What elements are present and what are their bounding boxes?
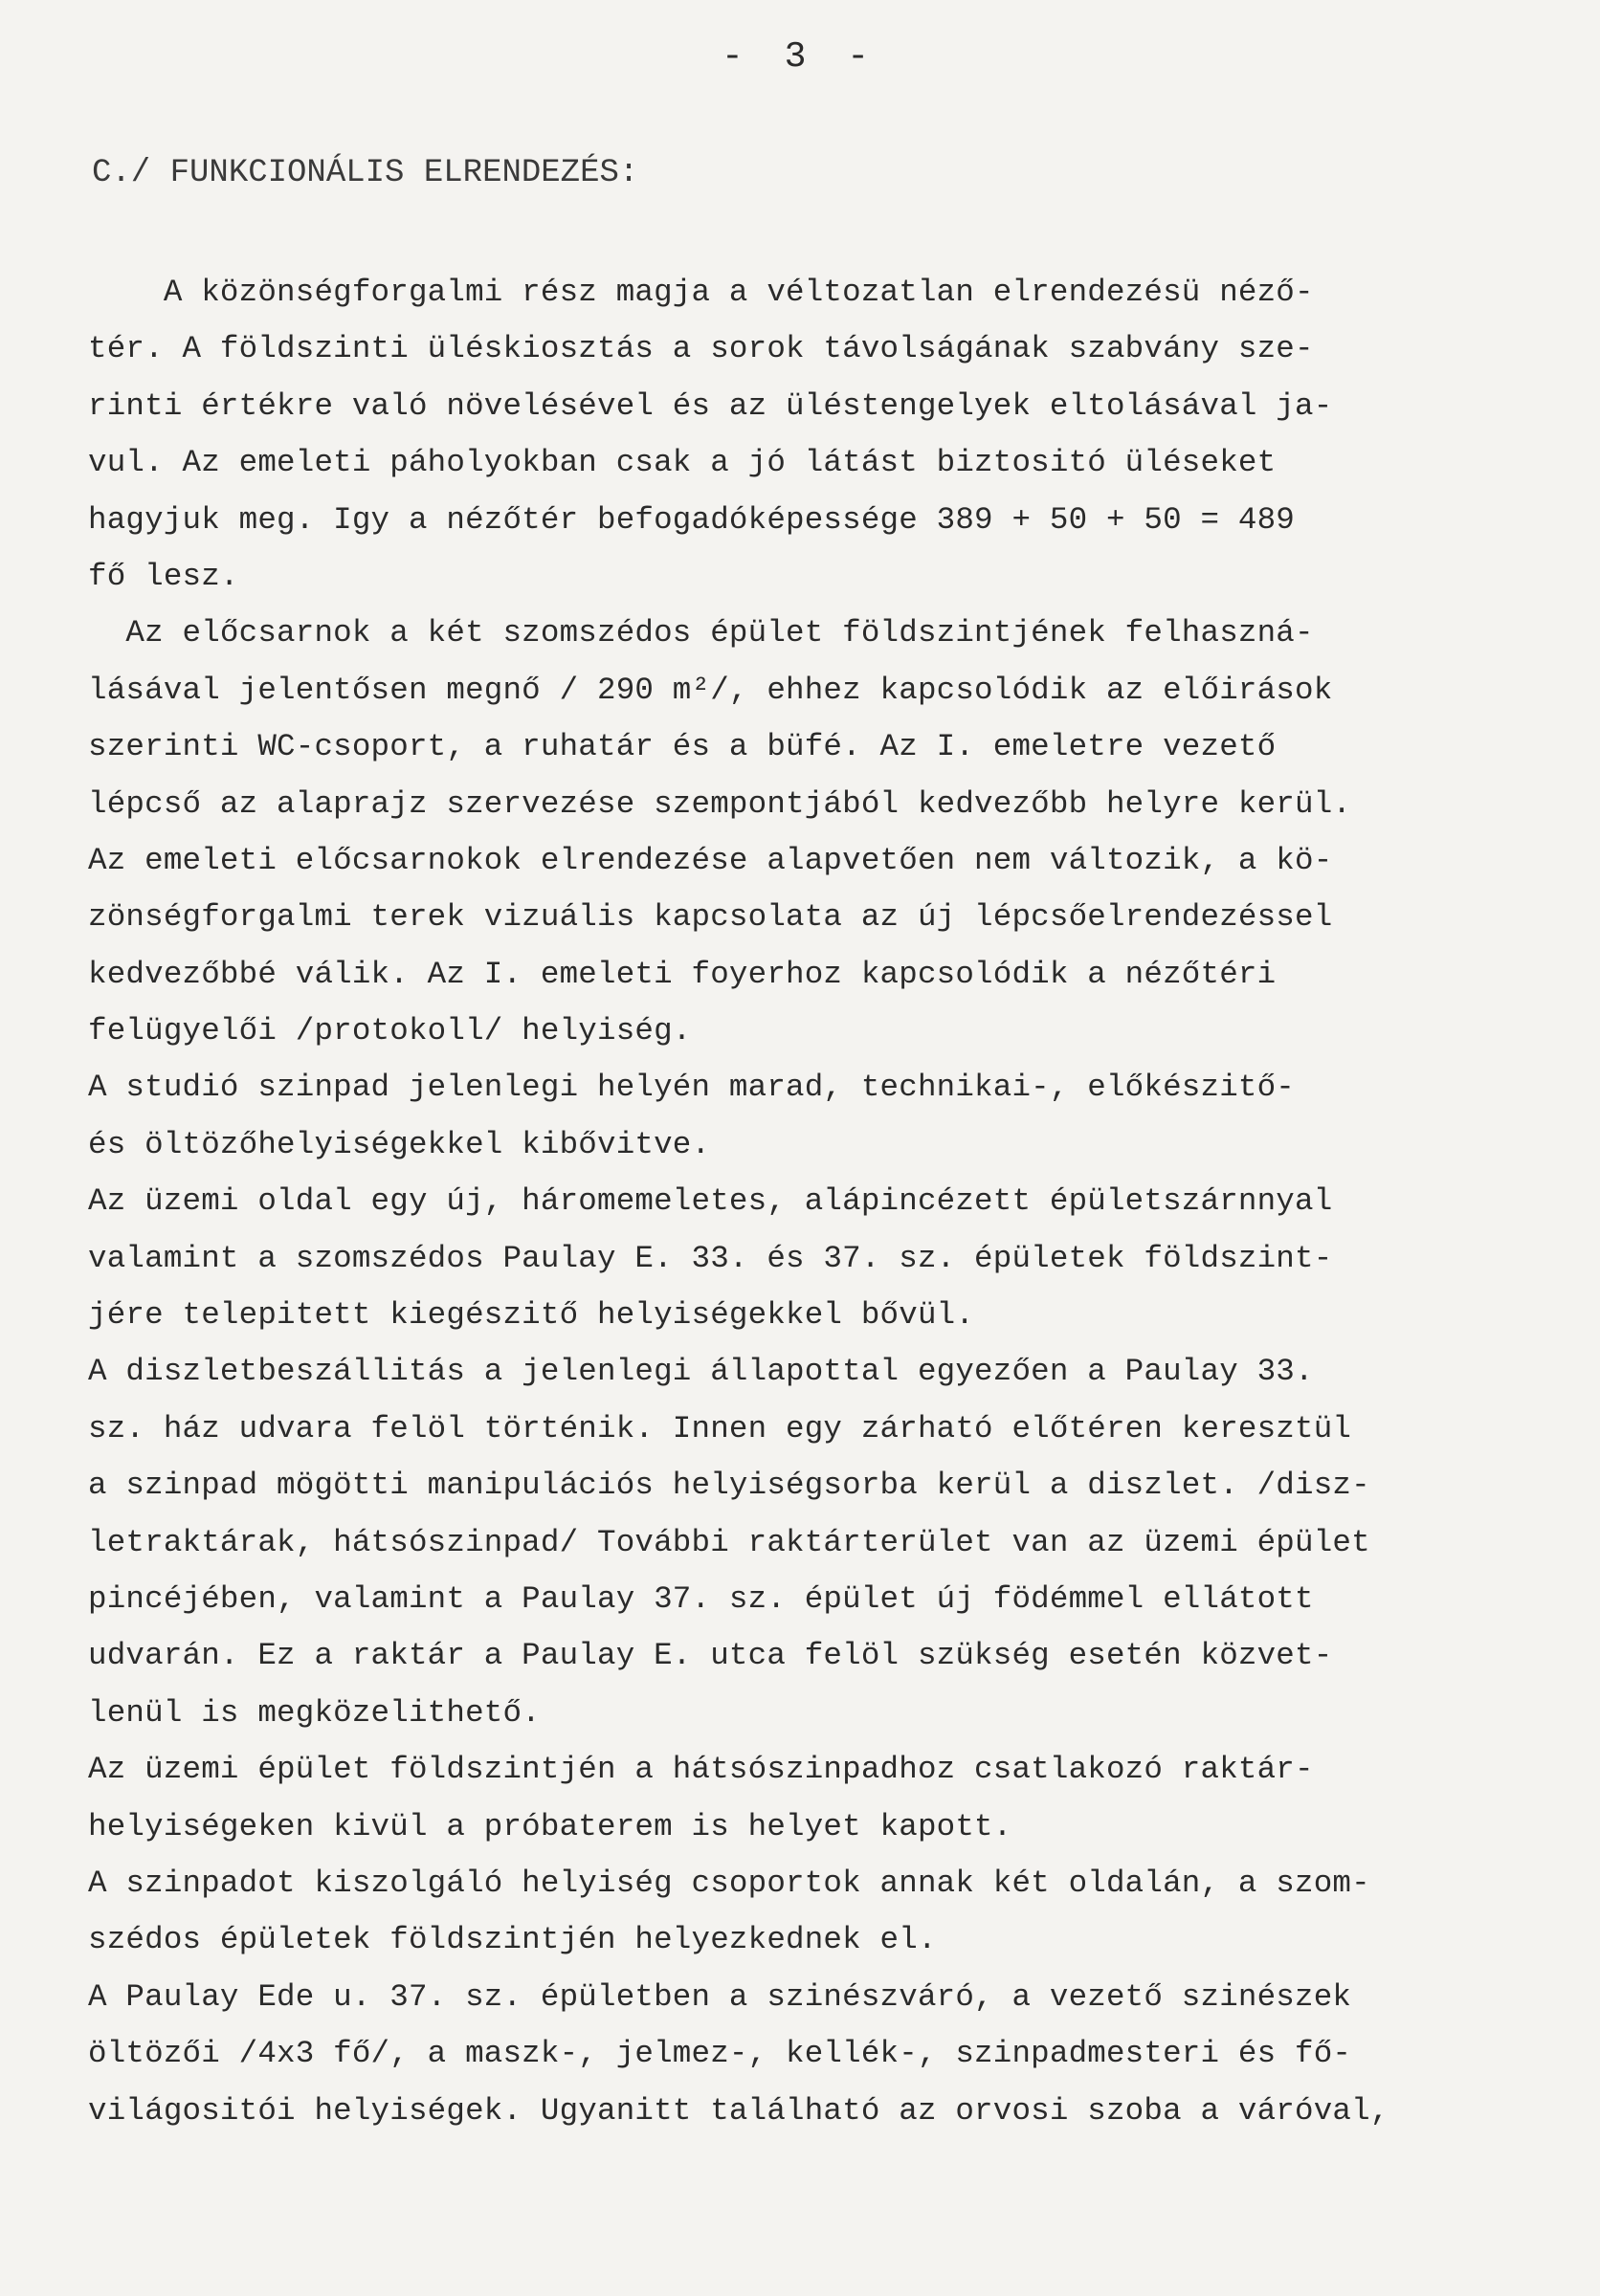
- body-text: [88, 264, 1581, 2139]
- text-line: kedvezőbbé válik. Az I. emeleti foyerhoz kapcsolódik a nézőtéri: [88, 956, 1277, 992]
- text-line: Az emeleti előcsarnokok elrendezése alapvetően nem változik, a kö-: [88, 842, 1333, 878]
- text-line: lenül is megközelithető.: [88, 1694, 541, 1731]
- text-line: Az üzemi oldal egy új, háromemeletes, alápincézett épületszárnnyal: [88, 1183, 1333, 1220]
- text-line: Az üzemi épület földszintjén a hátsószinpadhoz csatlakozó raktár-: [88, 1752, 1314, 1788]
- text-line: öltözői /4x3 fő/, a maszk-, jelmez-, kellék-, szinpadmesteri és fő-: [88, 2036, 1352, 2072]
- text-line: világositói helyiségek. Ugyanitt található az orvosi szoba a váróval,: [88, 2092, 1389, 2129]
- text-line: és öltözőhelyiségekkel kibővitve.: [88, 1126, 711, 1162]
- text-line: a szinpad mögötti manipulációs helyiségsorba kerül a diszlet. /disz-: [88, 1468, 1370, 1504]
- text-line: szerinti WC-csoport, a ruhatár és a büfé. Az I. emeletre vezető: [88, 729, 1277, 765]
- section-heading: C./ FUNKCIONÁLIS ELRENDEZÉS:: [92, 155, 639, 191]
- text-line: lépcső az alaprajz szervezése szempontjából kedvezőbb helyre kerül.: [88, 785, 1352, 822]
- text-line: zönségforgalmi terek vizuális kapcsolata az új lépcsőelrendezéssel: [88, 899, 1333, 936]
- text-line: felügyelői /protokoll/ helyiség.: [88, 1013, 692, 1049]
- text-line: fő lesz.: [88, 558, 239, 594]
- text-line: helyiségeken kivül a próbaterem is helyet kapott.: [88, 1808, 1012, 1844]
- text-line: Az előcsarnok a két szomszédos épület földszintjének felhaszná-: [88, 615, 1314, 651]
- text-line: A szinpadot kiszolgáló helyiség csoportok annak két oldalán, a szom-: [88, 1865, 1370, 1901]
- text-line: hagyjuk meg. Igy a nézőtér befogadóképessége 389 + 50 + 50 = 489: [88, 501, 1296, 538]
- text-line: udvarán. Ez a raktár a Paulay E. utca felöl szükség esetén közvet-: [88, 1638, 1333, 1674]
- text-line: lásával jelentősen megnő / 290 m²/, ehhez kapcsolódik az előirások: [88, 672, 1333, 708]
- text-line: jére telepitett kiegészitő helyiségekkel bővül.: [88, 1297, 975, 1334]
- text-line: A studió szinpad jelenlegi helyén marad, technikai-, előkészitő-: [88, 1070, 1296, 1106]
- text-line: szédos épületek földszintjén helyezkednek el.: [88, 1922, 937, 1958]
- text-line: sz. ház udvara felöl történik. Innen egy zárható előtéren keresztül: [88, 1410, 1352, 1446]
- page-number: - 3 -: [721, 36, 879, 77]
- text-line: valamint a szomszédos Paulay E. 33. és 37. sz. épületek földszint-: [88, 1240, 1333, 1276]
- text-line: A diszletbeszállitás a jelenlegi állapottal egyezően a Paulay 33.: [88, 1354, 1314, 1390]
- text-line: tér. A földszinti üléskiosztás a sorok távolságának szabvány sze-: [88, 331, 1314, 367]
- text-line: rinti értékre való növelésével és az üléstengelyek eltolásával ja-: [88, 387, 1333, 424]
- text-line: vul. Az emeleti páholyokban csak a jó látást biztositó üléseket: [88, 445, 1277, 481]
- text-line: letraktárak, hátsószinpad/ További raktárterület van az üzemi épület: [88, 1524, 1370, 1560]
- text-line: pincéjében, valamint a Paulay 37. sz. épület új födémmel ellátott: [88, 1580, 1314, 1617]
- text-line: A közönségforgalmi rész magja a véltozatlan elrendezésü néző-: [88, 275, 1314, 310]
- text-line: A Paulay Ede u. 37. sz. épületben a szinészváró, a vezető szinészek: [88, 1978, 1352, 2015]
